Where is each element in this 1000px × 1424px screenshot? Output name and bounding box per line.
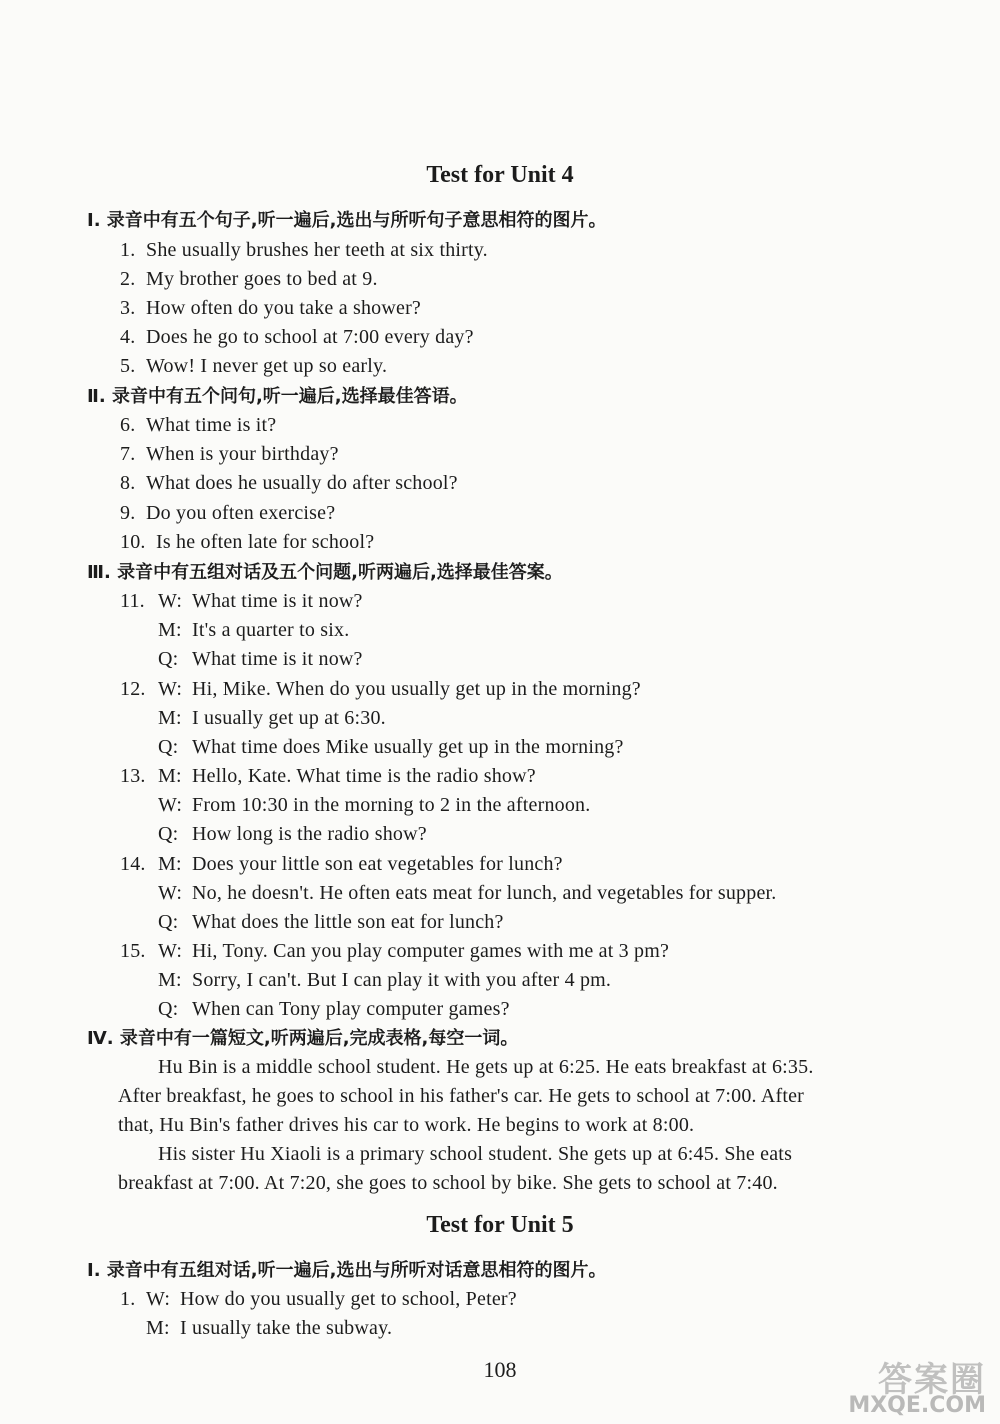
item-text: My brother goes to bed at 9.	[146, 268, 378, 290]
dialogue-text: Hi, Tony. Can you play computer games with me at 3 pm?	[192, 940, 670, 962]
dialogue-text: Hi, Mike. When do you usually get up in the morning?	[192, 678, 641, 700]
unit4-section3-heading: Ⅲ. 录音中有五组对话及五个问题,听两遍后,选择最佳答案。	[87, 562, 563, 583]
watermark-top-text: 答案圈	[878, 1360, 986, 1400]
dialogue-text: What time does Mike usually get up in the morning?	[192, 736, 624, 758]
unit4-title: Test for Unit 4	[426, 162, 574, 188]
speaker: W:	[158, 794, 183, 816]
dialogue-text: What does the little son eat for lunch?	[192, 911, 504, 933]
speaker: W:	[158, 940, 183, 962]
item-number: 4.	[120, 326, 136, 348]
item-text: Do you often exercise?	[146, 502, 336, 524]
item-number: 2.	[120, 268, 136, 290]
speaker: M:	[158, 853, 182, 875]
dialogue-text: When can Tony play computer games?	[192, 998, 510, 1020]
item-number: 10.	[120, 531, 146, 553]
speaker: W:	[158, 882, 183, 904]
unit5-section1-heading: Ⅰ. 录音中有五组对话,听一遍后,选出与所听对话意思相符的图片。	[87, 1260, 607, 1281]
dialogue-text: Hello, Kate. What time is the radio show?	[192, 765, 536, 787]
dialogue-line	[158, 968, 611, 992]
dialogue-text: How long is the radio show?	[192, 823, 427, 845]
list-item	[120, 354, 387, 378]
list-item	[120, 530, 374, 554]
item-number: 12.	[120, 678, 146, 700]
list-item	[120, 501, 335, 525]
item-text: Is he often late for school?	[156, 531, 375, 553]
item-number: 7.	[120, 443, 136, 465]
dialogue-line	[158, 647, 363, 671]
item-number: 5.	[120, 355, 136, 377]
list-item	[120, 267, 378, 291]
passage-line: After breakfast, he goes to school in his father's car. He gets to school at 7:00. After	[118, 1085, 805, 1107]
item-number: 14.	[120, 853, 146, 875]
speaker: M:	[146, 1317, 170, 1339]
speaker: M:	[158, 765, 182, 787]
item-number: 1.	[120, 1288, 136, 1310]
item-number: 13.	[120, 765, 146, 787]
dialogue-line	[158, 997, 510, 1021]
dialogue-text: Does your little son eat vegetables for lunch?	[192, 853, 563, 875]
passage-line: breakfast at 7:00. At 7:20, she goes to school by bike. She gets to school at 7:40.	[118, 1172, 778, 1194]
dialogue-text: I usually get up at 6:30.	[192, 707, 386, 729]
list-item	[120, 442, 339, 466]
item-number: 11.	[120, 590, 145, 612]
dialogue-text: It's a quarter to six.	[192, 619, 350, 641]
item-text: When is your birthday?	[146, 443, 339, 465]
list-item	[120, 238, 488, 262]
watermark	[832, 1350, 992, 1420]
item-number: 15.	[120, 940, 146, 962]
dialogue-line	[120, 589, 363, 613]
list-item	[120, 413, 276, 437]
item-number: 3.	[120, 297, 136, 319]
speaker: Q:	[158, 648, 179, 670]
speaker: M:	[158, 707, 182, 729]
unit4-section4-heading: Ⅳ. 录音中有一篇短文,听两遍后,完成表格,每空一词。	[87, 1028, 519, 1049]
item-text: What does he usually do after school?	[146, 472, 458, 494]
speaker: W:	[158, 590, 183, 612]
speaker: M:	[158, 619, 182, 641]
unit5-title: Test for Unit 5	[426, 1212, 574, 1238]
dialogue-text: Sorry, I can't. But I can play it with you after 4 pm.	[192, 969, 612, 991]
dialogue-text: What time is it now?	[192, 648, 363, 670]
dialogue-line	[120, 764, 536, 788]
passage-line: Hu Bin is a middle school student. He gets up at 6:25. He eats breakfast at 6:35.	[158, 1056, 814, 1078]
speaker: Q:	[158, 911, 179, 933]
list-item	[120, 471, 458, 495]
passage-line: His sister Hu Xiaoli is a primary school student. She gets up at 6:45. She eats	[158, 1143, 793, 1165]
dialogue-line	[158, 618, 349, 642]
item-number: 1.	[120, 239, 136, 261]
dialogue-line	[158, 910, 504, 934]
dialogue-line	[158, 706, 386, 730]
dialogue-text: How do you usually get to school, Peter?	[180, 1288, 517, 1310]
dialogue-line	[158, 881, 777, 905]
item-text: Wow! I never get up so early.	[146, 355, 388, 377]
dialogue-line	[120, 677, 641, 701]
unit4-section2-heading: Ⅱ. 录音中有五个问句,听一遍后,选择最佳答语。	[87, 386, 468, 407]
speaker: W:	[158, 678, 183, 700]
dialogue-line	[146, 1316, 392, 1340]
watermark-bottom-text: MXQE.COM	[848, 1393, 986, 1418]
speaker: Q:	[158, 736, 179, 758]
item-text: She usually brushes her teeth at six thirty.	[146, 239, 488, 261]
item-number: 6.	[120, 414, 136, 436]
dialogue-line	[120, 939, 669, 963]
passage-line: that, Hu Bin's father drives his car to work. He begins to work at 8:00.	[118, 1114, 695, 1136]
dialogue-text: I usually take the subway.	[180, 1317, 393, 1339]
item-number: 9.	[120, 502, 136, 524]
speaker: Q:	[158, 998, 179, 1020]
dialogue-text: What time is it now?	[192, 590, 363, 612]
item-text: What time is it?	[146, 414, 277, 436]
dialogue-line	[120, 1287, 517, 1311]
list-item	[120, 325, 474, 349]
dialogue-line	[158, 822, 427, 846]
item-number: 8.	[120, 472, 136, 494]
dialogue-text: From 10:30 in the morning to 2 in the afternoon.	[192, 794, 591, 816]
speaker: W:	[146, 1288, 171, 1310]
item-text: How often do you take a shower?	[146, 297, 422, 319]
speaker: M:	[158, 969, 182, 991]
speaker: Q:	[158, 823, 179, 845]
unit4-section1-heading: Ⅰ. 录音中有五个句子,听一遍后,选出与所听句子意思相符的图片。	[87, 210, 607, 231]
dialogue-line	[158, 793, 590, 817]
dialogue-line	[158, 735, 624, 759]
page-number: 108	[483, 1357, 517, 1382]
dialogue-text: No, he doesn't. He often eats meat for lunch, and vegetables for supper.	[192, 882, 777, 904]
list-item	[120, 296, 421, 320]
item-text: Does he go to school at 7:00 every day?	[146, 326, 474, 348]
dialogue-line	[120, 852, 563, 876]
